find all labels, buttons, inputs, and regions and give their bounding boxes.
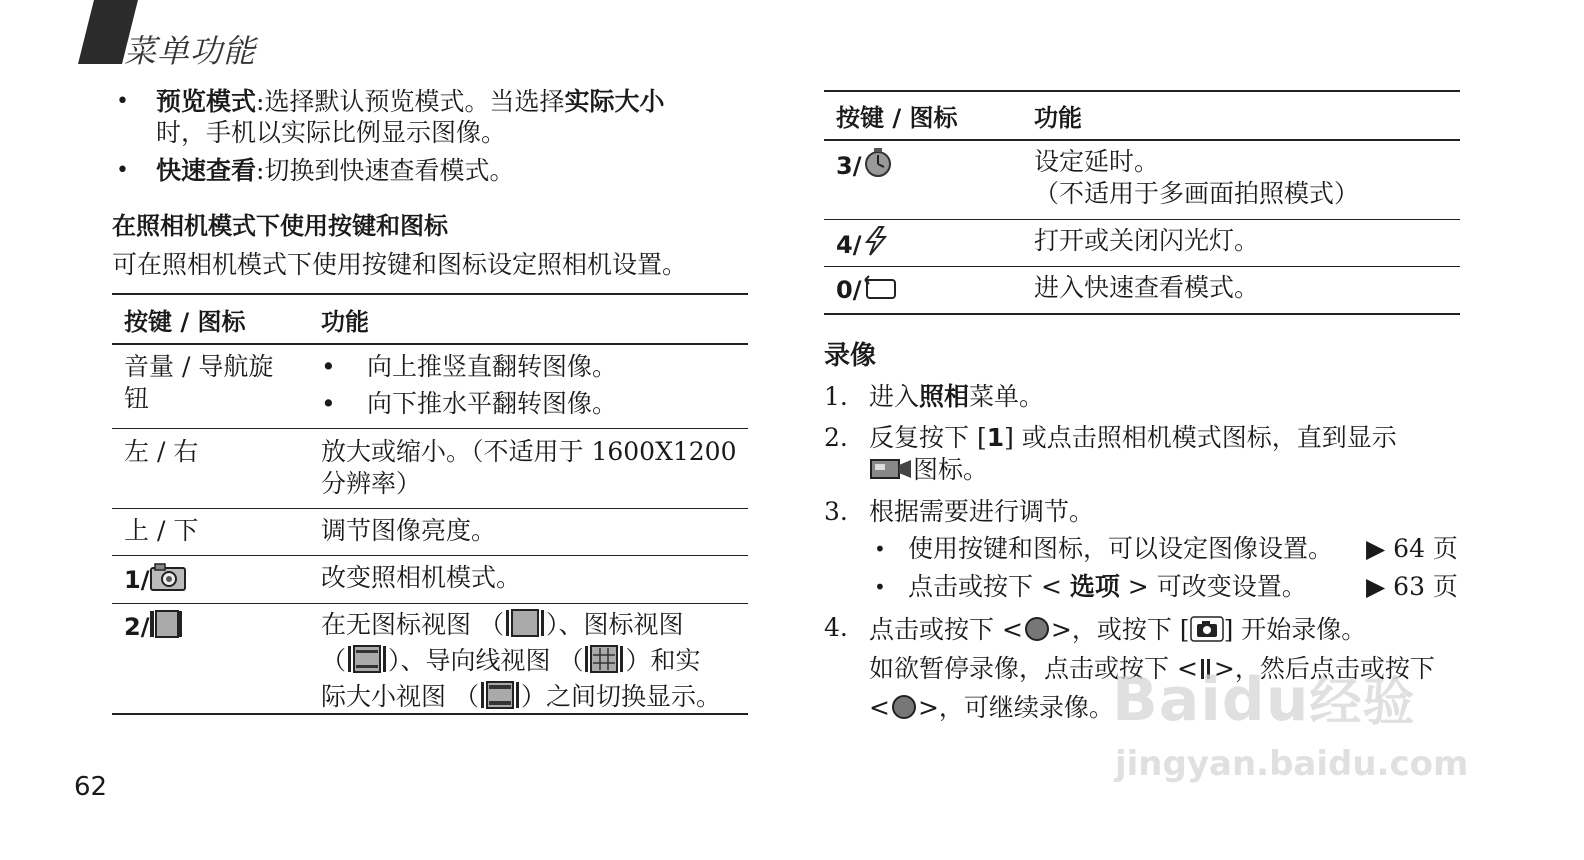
step-2 (824, 422, 848, 454)
table-rule (112, 343, 748, 345)
icon-view-icon (346, 645, 388, 681)
table-row-func (321, 609, 751, 717)
step-num: 4. (824, 613, 848, 642)
sub-bold: 选项 (1069, 572, 1120, 601)
step-3-sub-1 (874, 533, 1334, 565)
key-text: 1/ (124, 566, 150, 594)
step-num: 3. (824, 497, 848, 526)
step-text: >，然后点击或按下 (1213, 654, 1435, 683)
table-header-key: 按键 / 图标 (124, 308, 246, 336)
bullet-text-2: 时，手机以实际比例显示图像。 (156, 118, 507, 147)
actual-size-view-icon (479, 681, 521, 717)
key-text: 4/ (836, 231, 862, 259)
section-subheading: 在照相机模式下使用按键和图标 (112, 212, 448, 240)
func-text: 分辨率） (321, 469, 422, 498)
step-text: 反复按下 [ (869, 423, 987, 452)
step-text: 图标。 (913, 455, 989, 484)
table-rule (112, 293, 748, 295)
bullet-dot: • (116, 158, 129, 183)
step-num: 1. (824, 382, 848, 411)
table-row-key (124, 609, 183, 647)
sub-text: > 可改变设置。 (1119, 572, 1307, 601)
section-intro: 可在照相机模式下使用按键和图标设定照相机设置。 (112, 250, 688, 279)
step-key: 1 (986, 423, 1005, 452)
bullet-dot: • (116, 89, 129, 114)
table-header-function: 功能 (321, 308, 369, 336)
camera-key-icon (1190, 616, 1224, 651)
step-text: 菜单。 (969, 382, 1045, 411)
func-bullet: 向下推水平翻转图像。 (367, 389, 618, 418)
step-2-text (869, 422, 1469, 490)
table-row-key: 左 / 右 (124, 437, 199, 466)
page-number: 62 (74, 772, 108, 802)
table-header-key: 按键 / 图标 (836, 104, 958, 132)
table-rule (112, 603, 748, 604)
table-row-func (1034, 146, 1359, 210)
key-text: 音量 / 导航旋 (124, 352, 274, 381)
step-bold: 照相 (919, 382, 970, 411)
table-row-key (836, 225, 891, 265)
camera-mode-icon (149, 562, 187, 600)
func-text: （ (321, 646, 347, 675)
table-rule (824, 266, 1460, 267)
camcorder-mode-icon (869, 456, 913, 490)
func-text: ）、导向线视图 （ (388, 646, 584, 675)
bullet-term: 快速查看 (156, 156, 257, 185)
step-text: ] 开始录像。 (1223, 615, 1367, 644)
bullet-text: 选择默认预览模式。当选择 (264, 87, 565, 116)
bullet-quick-view (116, 155, 756, 186)
func-text: 放大或缩小。（不适用于 1600X1200 (321, 437, 737, 466)
sub-text: 点击或按下 < (908, 572, 1070, 601)
bullet-dot: • (321, 389, 336, 418)
page-ref-64: ▶ 64 页 (1366, 534, 1458, 563)
record-button-icon (890, 694, 918, 729)
section-heading-record: 录像 (824, 341, 877, 371)
bullet-preview-mode (116, 86, 756, 148)
watermark-cn: 经验 (1309, 673, 1416, 733)
key-text: 3/ (836, 152, 862, 180)
table-rule (112, 428, 748, 429)
bullet-term: 预览模式 (156, 87, 257, 116)
page-title: 菜单功能 (124, 32, 257, 70)
func-bullet: 向上推竖直翻转图像。 (367, 352, 618, 381)
watermark-logo (1112, 660, 1415, 735)
sub-text: 使用按键和图标，可以设定图像设置。 (908, 534, 1334, 563)
table-row-func: 进入快速查看模式。 (1034, 273, 1260, 302)
step-1-text (869, 381, 1044, 413)
table-header-function: 功能 (1034, 104, 1082, 132)
flash-icon (861, 225, 891, 265)
func-text: ）之间切换显示。 (520, 682, 721, 711)
step-text: < (869, 693, 890, 722)
step-text: >，可继续录像。 (917, 693, 1114, 722)
func-text: ）、图标视图 (545, 610, 684, 639)
table-row-key (836, 272, 899, 310)
key-text: 钮 (124, 384, 150, 413)
bullet-bold: 实际大小 (564, 87, 665, 116)
no-icon-view-icon (504, 609, 546, 645)
page-ref-63: ▶ 63 页 (1366, 572, 1458, 601)
table-rule (824, 90, 1460, 92)
table-rule (112, 555, 748, 556)
bullet-dot: • (874, 537, 886, 561)
watermark-url: jingyan.baidu.com (1115, 744, 1469, 784)
table-row-key: 上 / 下 (124, 516, 199, 545)
table-row-func (321, 351, 617, 420)
func-text: 际大小视图 （ (321, 682, 479, 711)
step-3-sub-2 (874, 571, 1307, 603)
step-text: 进入 (869, 382, 920, 411)
table-row-key (836, 146, 895, 186)
table-rule (824, 139, 1460, 141)
table-rule (824, 219, 1460, 220)
key-text: 2/ (124, 613, 150, 641)
step-num: 2. (824, 423, 848, 452)
bullet-sep: : (256, 87, 265, 116)
func-text: ）和实 (625, 646, 701, 675)
func-text: 设定延时。 (1034, 147, 1160, 176)
step-1 (824, 381, 848, 413)
table-rule (824, 313, 1460, 315)
table-rule (112, 508, 748, 509)
step-text: >，或按下 [ (1050, 615, 1190, 644)
watermark-brand: Baidu (1112, 665, 1310, 735)
timer-icon (861, 146, 895, 186)
table-row-func: 改变照相机模式。 (321, 563, 522, 592)
table-row-func: 调节图像亮度。 (321, 516, 497, 545)
table-rule (112, 713, 748, 715)
step-text: 如欲暂停录像，点击或按下 < (869, 654, 1198, 683)
step-3 (824, 496, 848, 528)
quick-view-icon (861, 272, 899, 310)
table-row-func: 打开或关闭闪光灯。 (1034, 226, 1260, 255)
table-row-key (124, 562, 187, 600)
bullet-text: 切换到快速查看模式。 (264, 156, 515, 185)
bullet-sep: : (256, 156, 265, 185)
step-3-text: 根据需要进行调节。 (869, 497, 1095, 526)
func-text: （不适用于多画面拍照模式） (1034, 179, 1360, 208)
step-text: ] 或点击照相机模式图标，直到显示 (1004, 423, 1397, 452)
key-text: 0/ (836, 276, 862, 304)
step-4 (824, 612, 848, 644)
bullet-dot: • (874, 575, 886, 599)
view-mode-icon (149, 609, 183, 647)
table-row-func (321, 436, 737, 500)
step-text: 点击或按下 < (869, 615, 1023, 644)
guideline-view-icon (583, 645, 625, 681)
table-row-key (124, 351, 273, 415)
func-text: 在无图标视图 （ (321, 610, 504, 639)
record-button-icon (1023, 616, 1051, 651)
bullet-dot: • (321, 352, 336, 381)
